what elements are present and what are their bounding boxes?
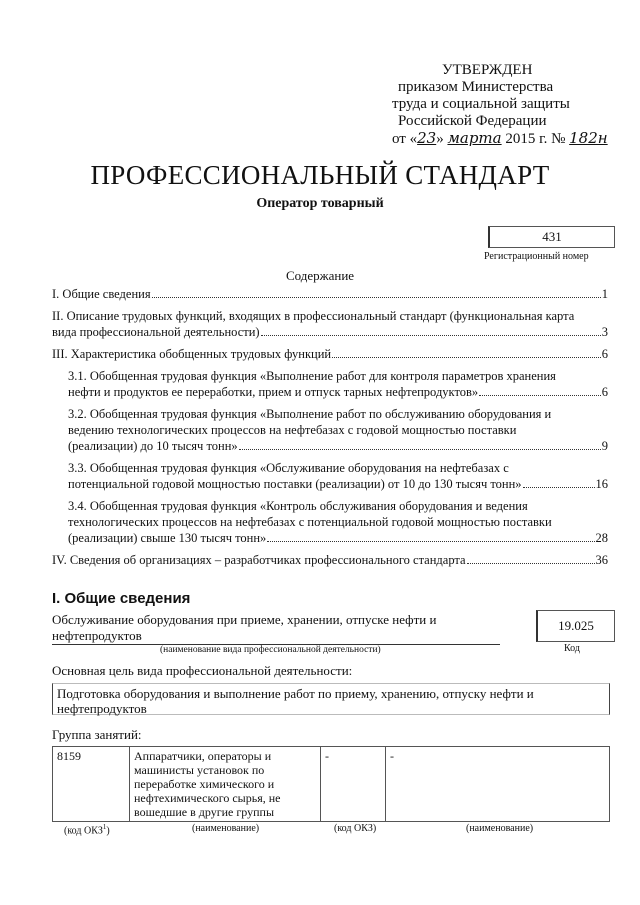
page-subtitle: Оператор товарный [256,196,384,211]
toc-item[interactable] [52,552,608,568]
registration-number-box: 431 [488,226,615,248]
toc-item-text-second: ведению технологических процессов на нефтебазах с годовой мощностью поставки [68,423,517,437]
date-day: 23 [417,129,437,147]
approval-line-2: приказом Министерства [398,79,554,95]
toc-item-text-first: 3.1. Обобщенная трудовая функция «Выполнение работ для контроля параметров хранения [68,369,556,383]
activity-kind-line-1: Обслуживание оборудования при приеме, хранении, отпуске нефти и [52,612,437,627]
toc-item[interactable] [52,406,608,454]
toc-item-text: нефти и продуктов ее переработки, прием и отпуск тарных нефтепродуктов» [68,385,479,399]
okz-name-cell-2: - [386,747,610,822]
toc-item-text: III. Характеристика обобщенных трудовых функций [52,347,332,361]
okz-code-caption: (код ОКЗ$^1$) [64,823,110,837]
toc-item[interactable] [52,368,608,400]
approval-block [392,62,632,148]
toc-item-text: (реализации) до 10 тысяч тонн» [68,439,238,453]
toc-item[interactable] [52,460,608,492]
activity-kind [52,612,512,644]
toc-item[interactable] [52,286,608,302]
date-month: марта [447,129,502,147]
toc-item[interactable] [52,346,608,362]
toc-item-text: потенциальной годовой мощностью поставки (реализации) от 10 до 130 тысяч тонн» [68,477,522,491]
toc-item-text-first: 3.4. Обобщенная трудовая функция «Контроль обслуживания оборудования и ведения [68,499,528,513]
approval-line-4: Российской Федерации [398,113,547,129]
page-title: ПРОФЕССИОНАЛЬНЫЙ СТАНДАРТ [90,160,550,190]
registration-number-label: Регистрационный номер [484,251,589,262]
toc-item[interactable] [52,308,608,340]
goal-box [52,683,610,715]
goal-label: Основная цель вида профессиональной деятельности: [52,663,353,678]
okz-name-caption-2: (наименование) [466,823,534,834]
toc-item[interactable] [52,498,608,546]
toc-item-page: 6 [601,347,608,361]
activity-kind-caption: (наименование вида профессиональной деятельности) [160,645,381,655]
toc-heading: Содержание [285,268,355,283]
toc-item-page: 9 [601,439,608,453]
activity-code-label: Код [564,643,580,654]
okz-code-cell: 8159 [53,747,130,822]
toc-item-text: (реализации) свыше 130 тысяч тонн» [68,531,267,545]
okz-name-cell: Аппаратчики, операторы и машинисты установок по переработке химического и нефтехимического сырья, не вошедшие в другие группы [130,747,321,822]
okz-code-caption-2: (код ОКЗ) [334,823,377,834]
table-row [53,747,610,822]
toc-item-text-first: 3.2. Обобщенная трудовая функция «Выполнение работ по обслуживанию оборудования и [68,407,552,421]
okz-code-cell-2: - [321,747,386,822]
okz-name-caption: (наименование) [192,823,260,834]
toc-item-page: 3 [601,325,608,339]
toc-item-text-first: II. Описание трудовых функций, входящих в профессиональный стандарт (функциональная карта [52,309,575,323]
date-year: 2015 г. № [501,131,570,147]
date-prefix: от « [392,131,418,147]
toc-item-text-first: 3.3. Обобщенная трудовая функция «Обслуживание оборудования на нефтебазах с [68,461,509,475]
toc-item-text-second: технологических процессов на нефтебазах с потенциальной годовой мощностью поставки [68,515,552,529]
toc-item-page: 36 [595,553,608,567]
toc-item-page: 6 [601,385,608,399]
approval-line-3: труда и социальной защиты [392,96,570,112]
table-of-contents [52,286,608,574]
approval-date-line [392,130,632,148]
toc-item-page: 1 [601,287,608,301]
group-label: Группа занятий: [52,727,142,742]
toc-item-page: 28 [595,531,608,545]
section-title: I. Общие сведения [52,590,191,607]
toc-item-text: вида профессиональной деятельности) [52,325,260,339]
order-number: 182н [569,129,608,147]
date-mid: » [436,131,448,147]
activity-kind-line-2: нефтепродуктов [52,628,142,643]
goal-line-1: Подготовка оборудования и выполнение работ по приему, хранению, отпуску нефти и [57,686,534,701]
goal-line-2: нефтепродуктов [57,701,147,716]
toc-item-page: 16 [595,477,608,491]
okz-table [52,746,610,822]
toc-item-text: I. Общие сведения [52,287,151,301]
approval-line-1: УТВЕРЖДЕН [442,62,533,78]
toc-item-text: IV. Сведения об организациях – разработчиках профессионального стандарта [52,553,466,567]
activity-code-box: 19.025 [536,610,615,642]
